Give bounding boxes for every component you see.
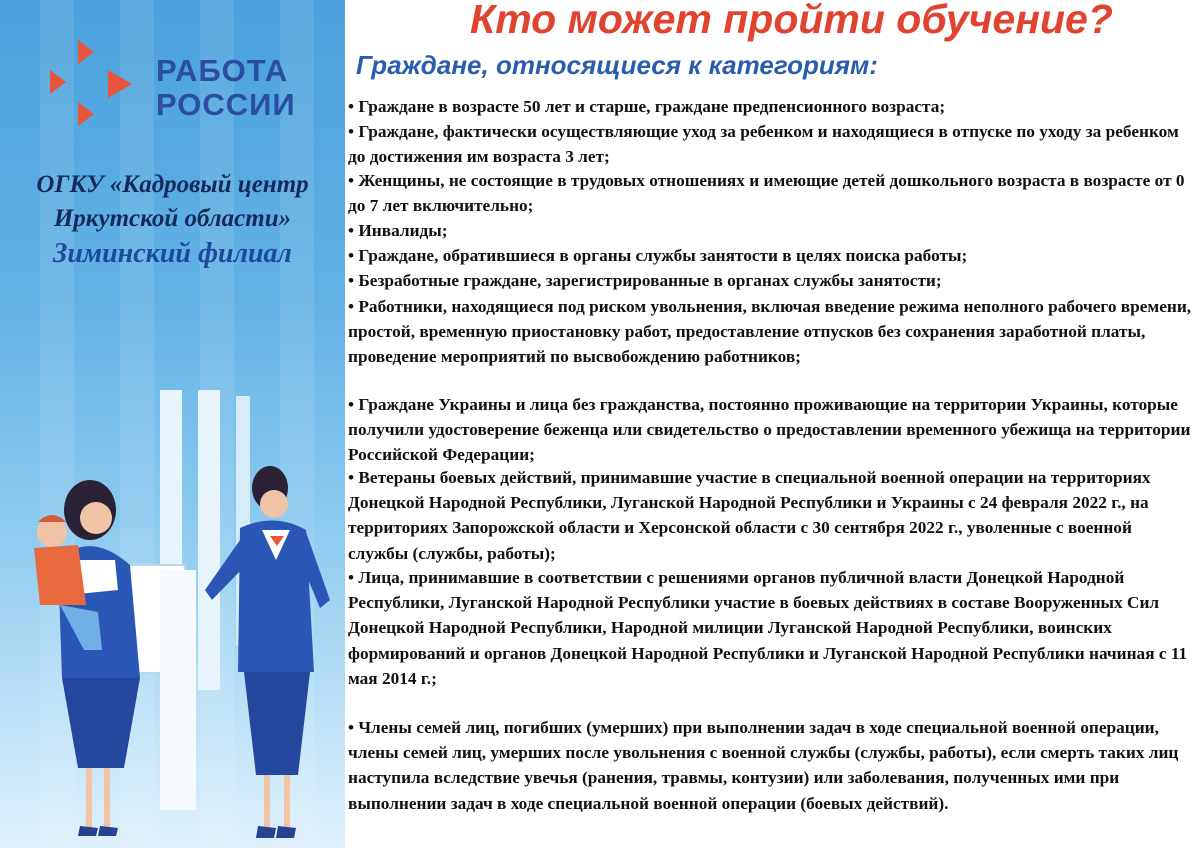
page-title: Кто может пройти обучение? [470,0,1113,42]
logo-text-line2: РОССИИ [156,87,296,122]
category-item: • Граждане Украины и лица без гражданства, постоянно проживающие на территории Украины, которые получили удостоверение беженца или свидетельство о предоставлении временного убежища на территории Российской Федерации; [348,395,1191,465]
category-item: • Граждане в возрасте 50 лет и старше, граждане предпенсионного возраста; [348,97,946,116]
organization-name: ОГКУ «Кадровый центр Иркутской области» [36,171,309,232]
category-item: • Женщины, не состоящие в трудовых отношениях и имеющие детей дошкольного возраста в возрасте от 0 до 7 лет включительно; [348,171,1185,216]
category-item: • Инвалиды; [348,221,448,240]
logo-arrows-icon [46,36,146,136]
page-subtitle: Граждане, относящиеся к категориям: [356,50,878,80]
category-item: • Члены семей лиц, погибших (умерших) при выполнении задач в ходе специальной военной операции, члены семей лиц, умерших после увольнения с военной службы (службы, работы), если смерть таких лиц наступила вследствие увечья (ранения, травмы, контузии) или заболевания, полученных ими при выполнении задач в ходе специальной военной операции (боевых действий). [348,718,1179,813]
employment-center-illustration [0,380,345,848]
category-item: • Граждане, фактически осуществляющие уход за ребенком и находящиеся в отпуске по уходу за ребенком до достижения им возраста 3 лет; [348,122,1179,167]
branch-name: Зиминский филиал [53,238,292,269]
category-item: • Ветераны боевых действий, принимавшие участие в специальной военной операции на территориях Донецкой Народной Республики, Луганской Народной Республики и Украины с 24 февраля 2022 г., на территориях Запорожской области и Херсонской области с 30 сентября 2022 г., уволенные с военной службы (службы, работы); [348,468,1151,563]
category-item: • Граждане, обратившиеся в органы службы занятости в целях поиска работы; [348,246,968,265]
left-panel [0,0,345,848]
category-item: • Работники, находящиеся под риском увольнения, включая введение режима неполного рабочего времени, простой, временную приостановку работ, предоставление отпусков без сохранения заработной платы, проведение мероприятий по высвобождению работников; [348,297,1192,367]
category-item: • Безработные граждане, зарегистрированные в органах службы занятости; [348,271,942,290]
category-item: • Лица, принимавшие в соответствии с решениями органов публичной власти Донецкой Народной Республики, Луганской Народной Республики участие в боевых действиях в составе Вооруженных Сил Донецкой Народной Республики, Народной милиции Луганской Народной Республики, воинских формирований и органов Донецкой Народной Республики и Луганской Народной Республики начиная с 11 мая 2014 г.; [348,568,1188,688]
logo-text-line1: РАБОТА [156,53,289,88]
rabota-rossii-logo [46,36,306,136]
